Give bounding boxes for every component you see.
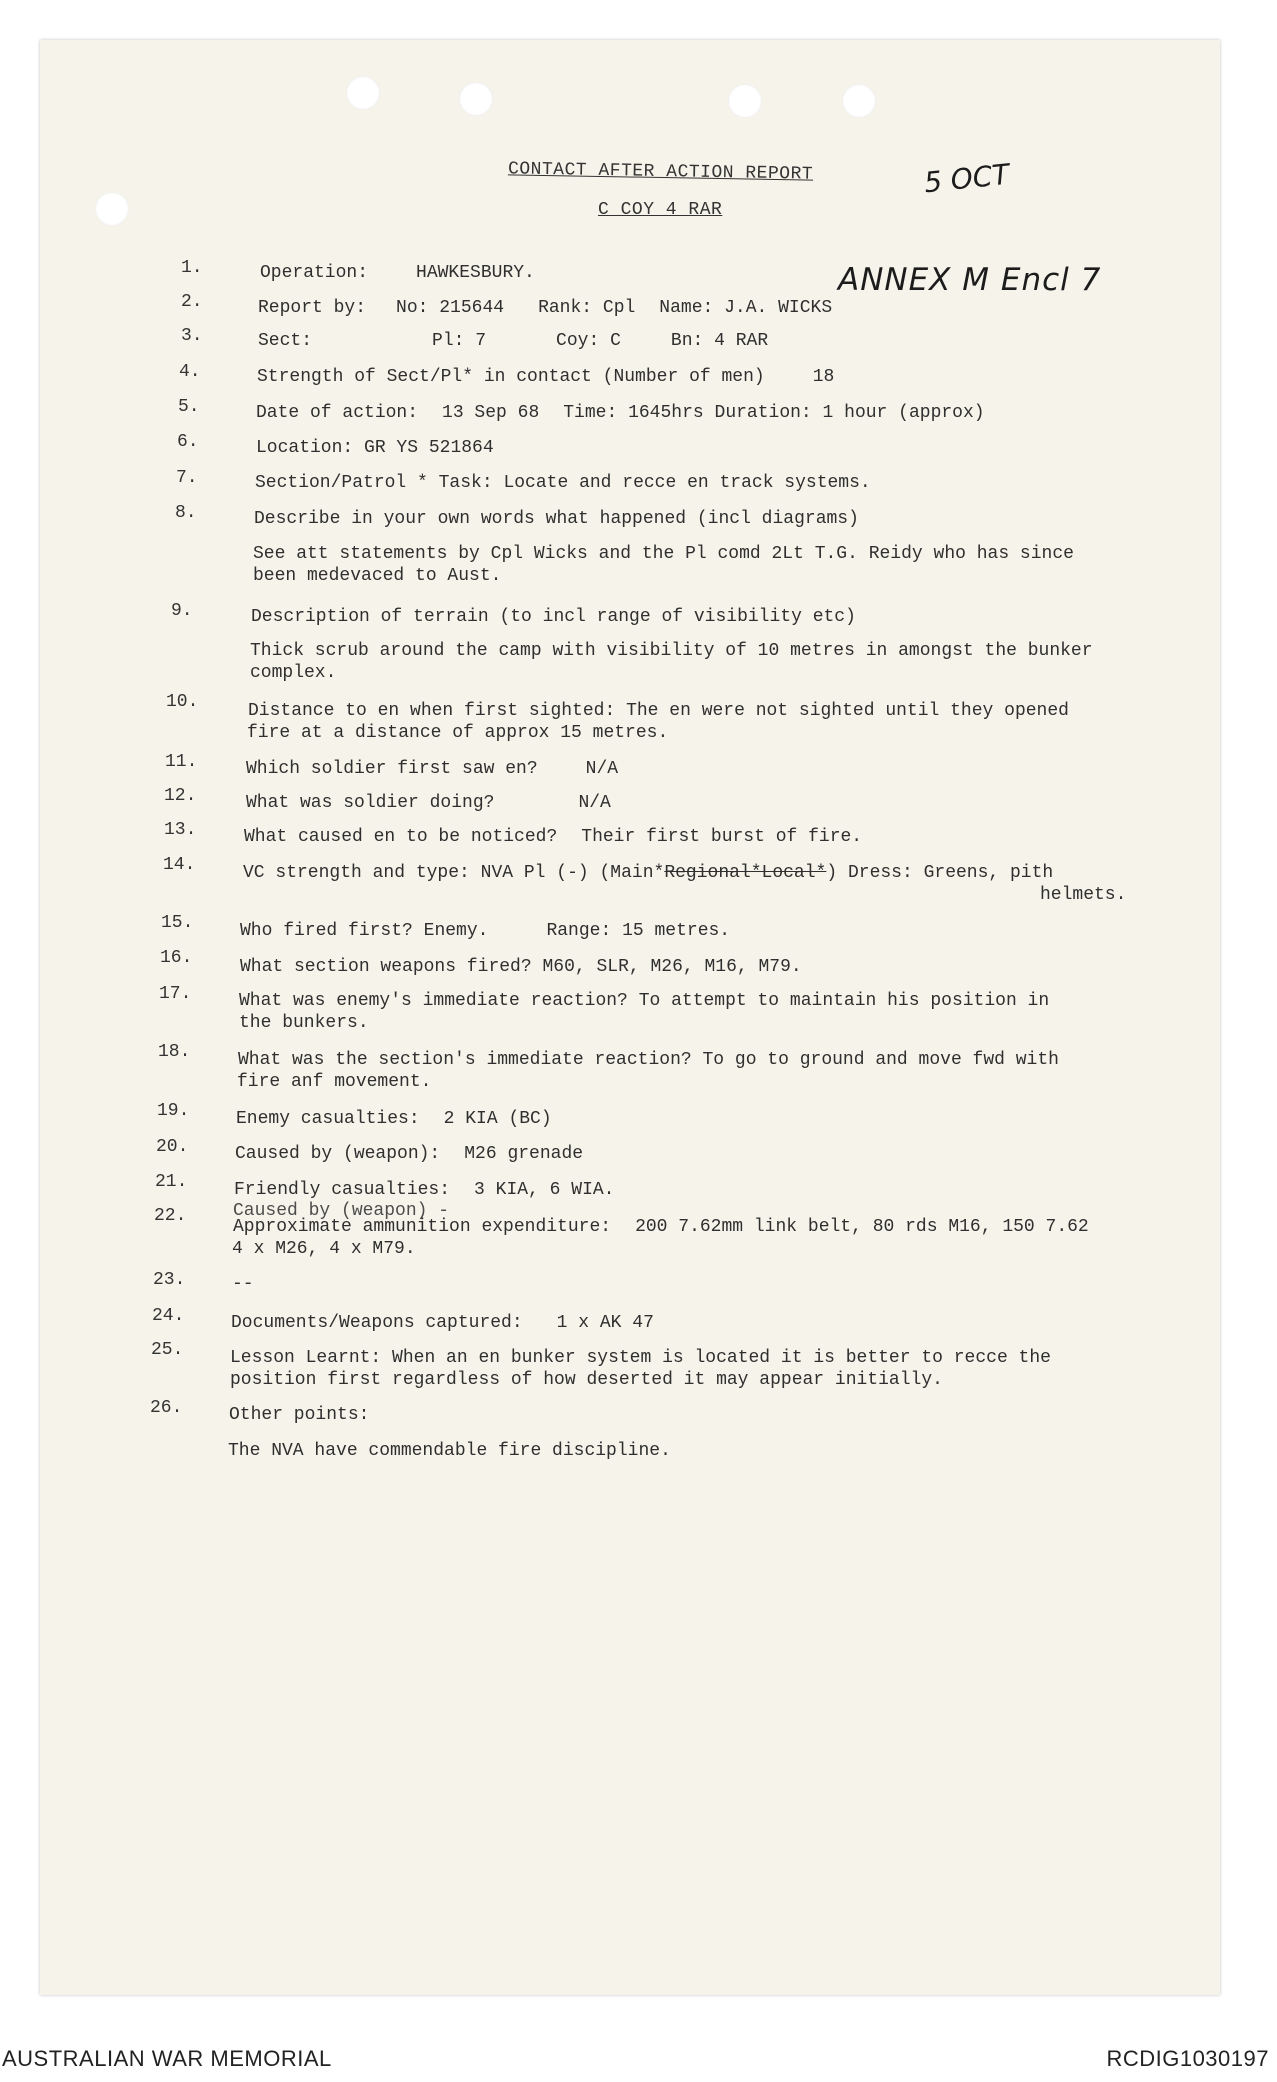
report-subtitle: C COY 4 RAR (598, 200, 723, 220)
item-enemy-reaction-text: the bunkers. (239, 1013, 369, 1033)
item-describe-text: been medevaced to Aust. (253, 566, 502, 586)
item-caused-by: Caused by (weapon): M26 grenade (235, 1144, 584, 1164)
footer-archive-name: AUSTRALIAN WAR MEMORIAL (2, 2046, 332, 2071)
item-noticed: What caused en to be noticed? Their first burst of fire. (244, 827, 863, 847)
item-report-by: Report by: No: 215644 Rank: Cpl Name: J.A. WICKS (258, 298, 833, 318)
item-number: 14. (163, 855, 196, 875)
item-fired-first: Who fired first? Enemy. Range: 15 metres. (240, 921, 731, 941)
item-23-value: -- (232, 1274, 254, 1294)
item-caused-by-overlay: Caused by (weapon) - (233, 1201, 450, 1221)
item-ammunition-text: 4 x M26, 4 x M79. (232, 1239, 416, 1259)
handwritten-date: 5 OCT (922, 157, 1011, 200)
punch-hole (842, 84, 876, 118)
item-number: 7. (176, 468, 198, 488)
report-title: CONTACT AFTER ACTION REPORT (507, 159, 814, 185)
item-location: Location: GR YS 521864 (256, 438, 494, 458)
punch-hole (95, 192, 129, 226)
item-enemy-reaction: What was enemy's immediate reaction? To attempt to maintain his position in (239, 991, 1050, 1011)
item-number: 16. (160, 948, 193, 968)
item-captured: Documents/Weapons captured: 1 x AK 47 (231, 1313, 654, 1333)
item-number: 20. (156, 1137, 189, 1157)
item-ammunition: Approximate ammunition expenditure: 200 7.62mm link belt, 80 rds M16, 150 7.62 (233, 1217, 1089, 1237)
operation-value: HAWKESBURY. (416, 263, 535, 283)
punch-hole (346, 76, 380, 110)
punch-hole (459, 82, 493, 116)
item-number: 2. (181, 292, 203, 312)
item-strength: Strength of Sect/Pl* in contact (Number of men) 18 (257, 367, 835, 387)
item-other-points: Other points: (229, 1405, 370, 1425)
item-first-saw: Which soldier first saw en? N/A (246, 759, 619, 779)
item-distance-text: fire at a distance of approx 15 metres. (247, 723, 669, 743)
item-sect: Sect: Pl: 7 Coy: C Bn: 4 RAR (258, 331, 769, 351)
item-friendly-casualties: Friendly casualties: 3 KIA, 6 WIA. (234, 1180, 615, 1200)
item-task: Section/Patrol * Task: Locate and recce en track systems. (255, 473, 871, 493)
item-number: 15. (161, 913, 194, 933)
item-number: 10. (166, 692, 199, 712)
item-section-reaction-text: fire anf movement. (237, 1072, 432, 1092)
item-number: 8. (175, 503, 197, 523)
item-number: 24. (152, 1306, 185, 1326)
item-number: 9. (171, 601, 193, 621)
item-terrain: Description of terrain (to incl range of visibility etc) (251, 607, 856, 627)
item-describe: Describe in your own words what happened (incl diagrams) (254, 509, 859, 529)
item-distance: Distance to en when first sighted: The en were not sighted until they opened (248, 701, 1069, 721)
item-lesson-text: position first regardless of how deserted it may appear initially. (230, 1370, 943, 1390)
item-section-reaction: What was the section's immediate reaction? To go to ground and move fwd with (238, 1050, 1059, 1070)
item-number: 23. (153, 1270, 186, 1290)
item-lesson: Lesson Learnt: When an en bunker system is located it is better to recce the (230, 1348, 1051, 1368)
item-operation: Operation: HAWKESBURY. (260, 263, 535, 283)
punch-hole (728, 84, 762, 118)
item-number: 5. (178, 397, 200, 417)
item-number: 6. (177, 432, 199, 452)
item-soldier-doing: What was soldier doing? N/A (246, 793, 611, 813)
item-other-points-text: The NVA have commendable fire discipline. (228, 1441, 671, 1461)
item-number: 22. (154, 1206, 187, 1226)
item-number: 21. (155, 1172, 188, 1192)
item-number: 18. (158, 1042, 191, 1062)
item-number: 3. (181, 326, 203, 346)
item-terrain-text: Thick scrub around the camp with visibility of 10 metres in amongst the bunker (250, 641, 1093, 661)
item-number: 12. (164, 786, 197, 806)
item-number: 17. (159, 984, 192, 1004)
item-number: 19. (157, 1101, 190, 1121)
item-number: 26. (150, 1398, 183, 1418)
item-number: 13. (164, 820, 197, 840)
item-date: Date of action: 13 Sep 68 Time: 1645hrs Duration: 1 hour (approx) (256, 403, 985, 423)
item-describe-text: See att statements by Cpl Wicks and the Pl comd 2Lt T.G. Reidy who has since (253, 544, 1074, 564)
footer-record-id: RCDIG1030197 (1106, 2046, 1269, 2071)
item-number: 11. (165, 752, 198, 772)
item-enemy-casualties: Enemy casualties: 2 KIA (BC) (236, 1109, 552, 1129)
handwritten-annex: ANNEX M Encl 7 (838, 262, 1102, 298)
item-number: 1. (181, 258, 203, 278)
item-weapons-fired: What section weapons fired? M60, SLR, M26, M16, M79. (240, 957, 802, 977)
item-number: 25. (151, 1340, 184, 1360)
item-vc-strength: VC strength and type: NVA Pl (-) (Main*Regional*Local*) Dress: Greens, pith (243, 863, 1054, 883)
item-vc-dress-cont: helmets. (1040, 885, 1127, 905)
item-terrain-text: complex. (250, 663, 337, 683)
item-number: 4. (179, 362, 201, 382)
